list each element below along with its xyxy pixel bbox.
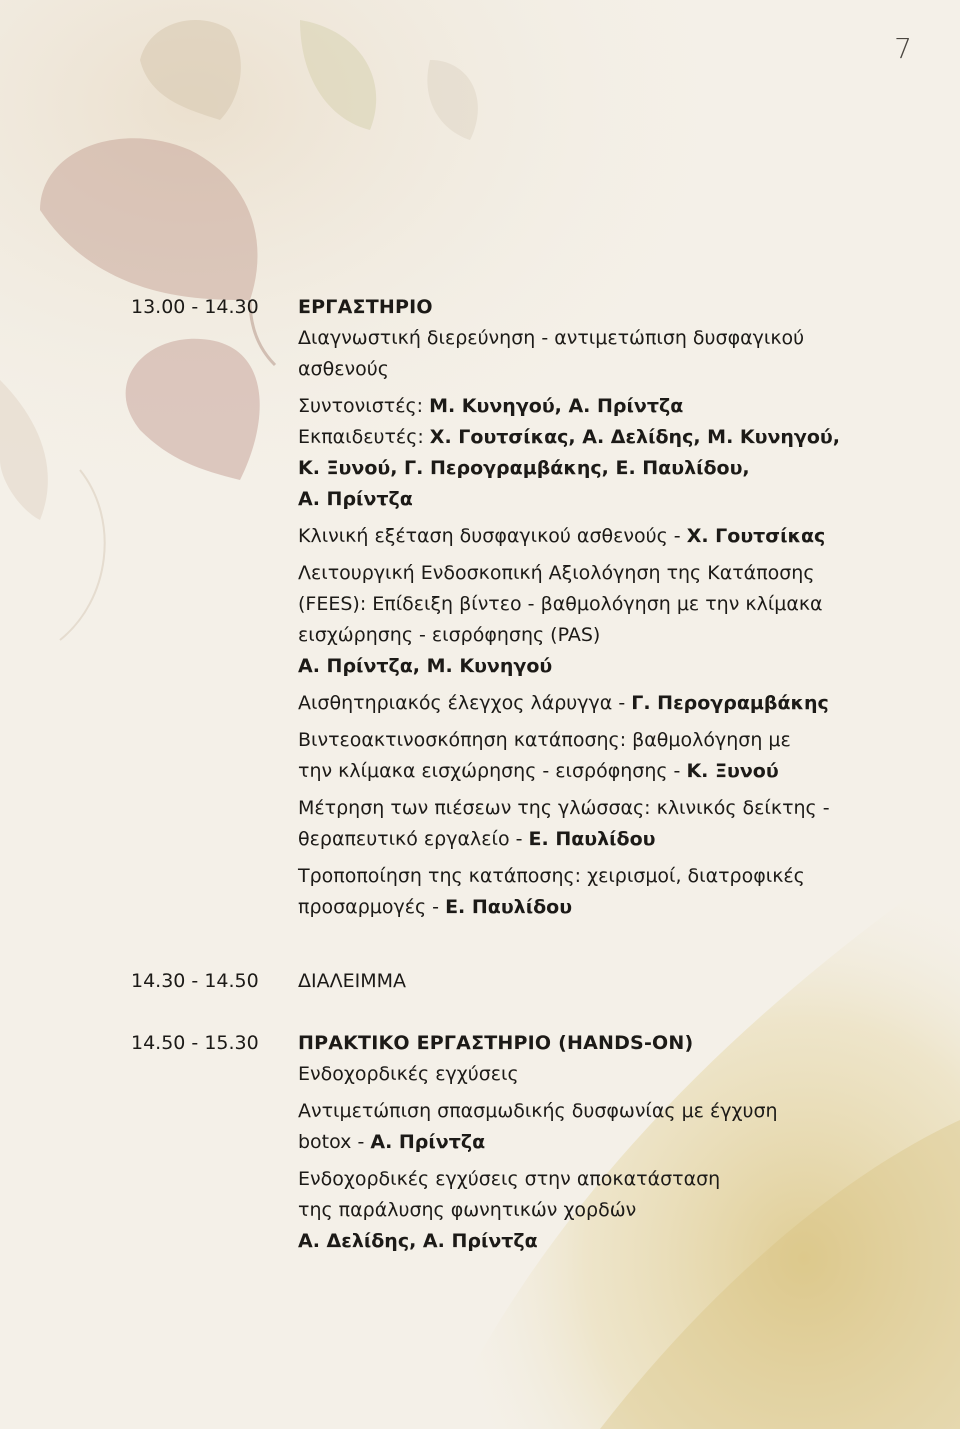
coordinators-line bbox=[298, 391, 858, 422]
talk-speaker: Α. Πρίντζα bbox=[370, 1131, 486, 1153]
talk-text: προσαρμογές - bbox=[298, 896, 446, 918]
talk-sensory-test bbox=[298, 688, 858, 719]
talk-vocal-fold-injections bbox=[298, 1164, 858, 1257]
talk-line-1: Μέτρηση των πιέσεων της γλώσσας: κλινικός δείκτης - bbox=[298, 797, 830, 819]
talk-line-2 bbox=[298, 892, 858, 923]
session-title: ΕΡΓΑΣΤΗΡΙΟ bbox=[298, 296, 433, 318]
talk-text: Κλινική εξέταση δυσφαγικού ασθενούς - bbox=[298, 525, 687, 547]
talk-speaker: Α. Δελίδης, Α. Πρίντζα bbox=[298, 1230, 538, 1252]
coordinators-names: Μ. Κυνηγού, Α. Πρίντζα bbox=[429, 395, 684, 417]
talk-line-1: Βιντεοακτινοσκόπηση κατάποσης: βαθμολόγηση με bbox=[298, 729, 791, 751]
talk-botox bbox=[298, 1096, 858, 1158]
talk-line-1: Ενδοχορδικές εγχύσεις στην αποκατάσταση bbox=[298, 1168, 721, 1190]
talk-line-2: της παράλυσης φωνητικών χορδών bbox=[298, 1199, 637, 1221]
talk-speaker: Α. Πρίντζα, Μ. Κυνηγού bbox=[298, 655, 553, 677]
talk-speaker: Γ. Περογραμβάκης bbox=[631, 692, 829, 714]
talk-line-3: εισχώρησης - εισρόφησης (PAS) bbox=[298, 624, 601, 646]
session-time: 13.00 - 14.30 bbox=[131, 296, 259, 318]
trainers-label: Εκπαιδευτές: bbox=[298, 426, 430, 448]
talk-line-2 bbox=[298, 824, 858, 855]
talk-line-1: Λειτουργική Ενδοσκοπική Αξιολόγηση της Κατάποσης bbox=[298, 562, 815, 584]
trainers-line-1 bbox=[298, 422, 858, 453]
session-subtitle-line-2: ασθενούς bbox=[298, 358, 389, 380]
talk-line-2 bbox=[298, 756, 858, 787]
talk-speaker: Χ. Γουτσίκας bbox=[686, 525, 826, 547]
talk-clinical-exam bbox=[298, 521, 858, 552]
talk-videofluoroscopy bbox=[298, 725, 858, 787]
session-content bbox=[298, 1028, 858, 1257]
session-time: 14.30 - 14.50 bbox=[131, 970, 259, 992]
talk-line-1: Τροποποίηση της κατάποσης: χειρισμοί, διατροφικές bbox=[298, 865, 805, 887]
talk-text: την κλίμακα εισχώρησης - εισρόφησης - bbox=[298, 760, 687, 782]
session-title: ΔΙΑΛΕΙΜΜΑ bbox=[298, 970, 406, 992]
page-number: 7 bbox=[894, 32, 912, 65]
talk-speaker: Ε. Παυλίδου bbox=[445, 896, 573, 918]
session-subtitle-line-1: Διαγνωστική διερεύνηση - αντιμετώπιση δυσφαγικού bbox=[298, 327, 805, 349]
coordinators-label: Συντονιστές: bbox=[298, 395, 430, 417]
talk-swallow-modification bbox=[298, 861, 858, 923]
session-subtitle: Ενδοχορδικές εγχύσεις bbox=[298, 1063, 519, 1085]
talk-tongue-pressure bbox=[298, 793, 858, 855]
talk-fees bbox=[298, 558, 858, 682]
session-time: 14.50 - 15.30 bbox=[131, 1032, 259, 1054]
session-title: ΠΡΑΚΤΙΚΟ ΕΡΓΑΣΤΗΡΙΟ (HANDS-ON) bbox=[298, 1032, 694, 1054]
session-content bbox=[298, 966, 858, 997]
talk-text: Αισθητηριακός έλεγχος λάρυγγα - bbox=[298, 692, 632, 714]
talk-speaker: Κ. Ξυνού bbox=[686, 760, 779, 782]
trainers-line-2: Κ. Ξυνού, Γ. Περογραμβάκης, Ε. Παυλίδου, bbox=[298, 457, 750, 479]
talk-speaker: Ε. Παυλίδου bbox=[528, 828, 656, 850]
talk-line-1: Αντιμετώπιση σπασμωδικής δυσφωνίας με έγχυση bbox=[298, 1100, 778, 1122]
trainers-line-3: Α. Πρίντζα bbox=[298, 488, 413, 510]
talk-text: θεραπευτικό εργαλείο - bbox=[298, 828, 529, 850]
session-content bbox=[298, 292, 858, 923]
trainers-names-1: Χ. Γουτσίκας, Α. Δελίδης, Μ. Κυνηγού, bbox=[429, 426, 840, 448]
talk-text: botox - bbox=[298, 1131, 371, 1153]
talk-line-2: (FEES): Επίδειξη βίντεο - βαθμολόγηση με την κλίμακα bbox=[298, 593, 823, 615]
talk-line-2 bbox=[298, 1127, 858, 1158]
